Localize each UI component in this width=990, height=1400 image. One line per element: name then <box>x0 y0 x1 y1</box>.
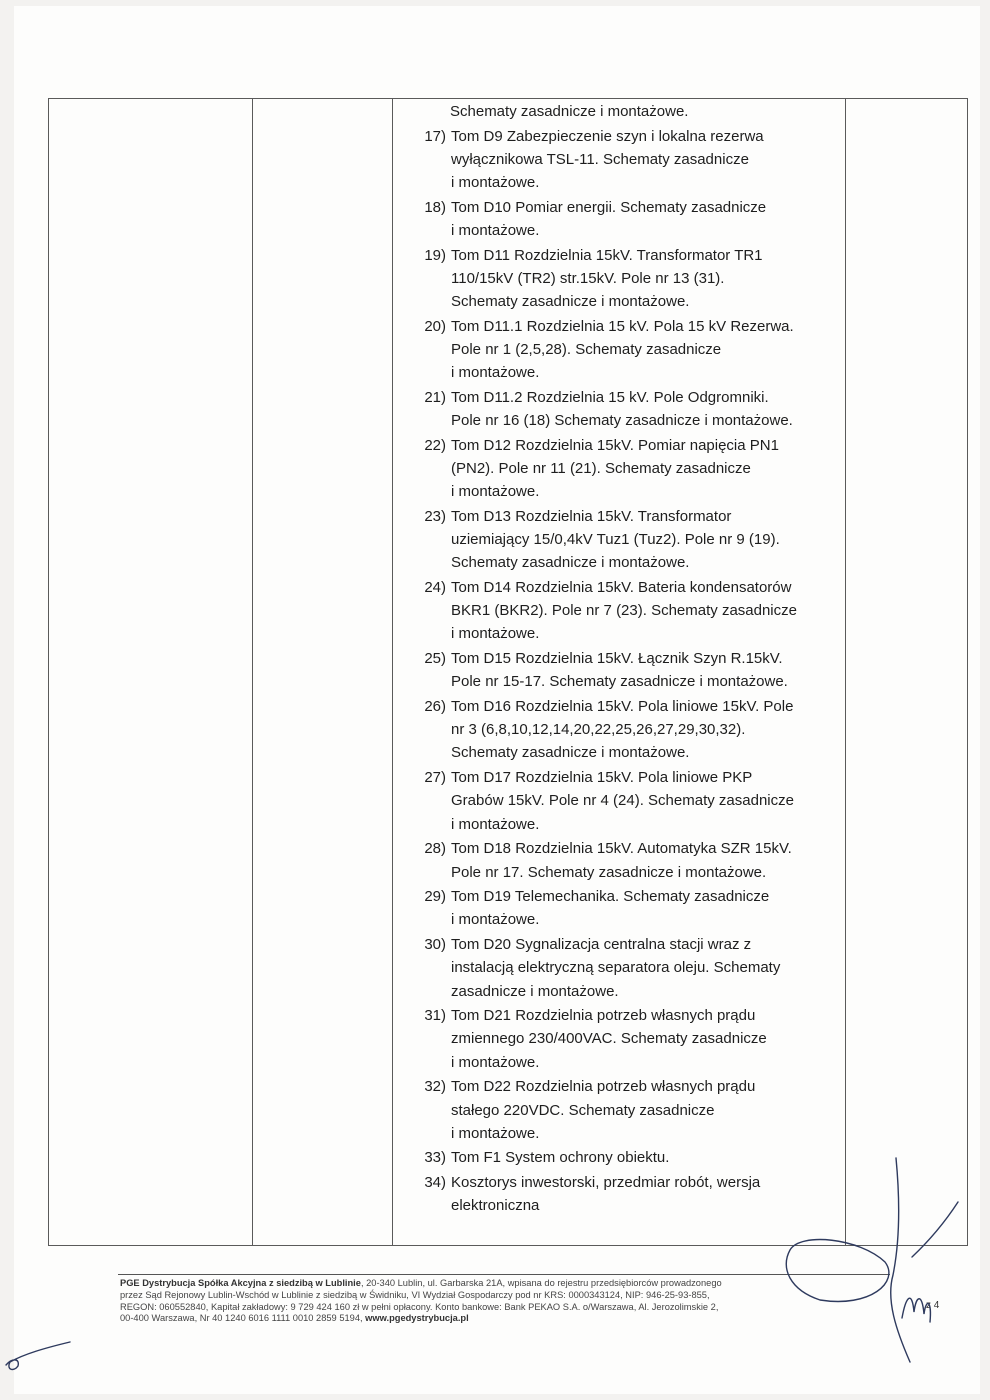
item-text-line: i montażowe. <box>451 174 540 192</box>
item-text-line: i montażowe. <box>451 483 540 501</box>
item-text-line: Tom D20 Sygnalizacja centralna stacji wraz z <box>451 936 752 954</box>
item-text-line: Tom D14 Rozdzielnia 15kV. Bateria kondensatorów <box>451 579 792 597</box>
item-text-line: instalacją elektryczną separatora oleju. Schematy <box>451 959 781 977</box>
item-number: 32) <box>424 1078 446 1096</box>
item-text-line: zmiennego 230/400VAC. Schematy zasadnicze <box>451 1030 767 1048</box>
item-text-line: Tom D22 Rozdzielnia potrzeb własnych prądu <box>451 1078 756 1096</box>
item-number: 28) <box>424 840 446 858</box>
footer-address: , 20-340 Lublin, ul. Garbarska 21A, wpisana do rejestru przedsiębiorców prowadzonego <box>360 1278 722 1288</box>
item-text-line: Pole nr 15-17. Schematy zasadnicze i montażowe. <box>451 673 788 691</box>
item-text-line: Pole nr 16 (18) Schematy zasadnicze i montażowe. <box>451 412 793 430</box>
item-number: 31) <box>424 1007 446 1025</box>
item-text-line: wyłącznikowa TSL-11. Schematy zasadnicze <box>451 150 749 168</box>
item-number: 33) <box>424 1149 446 1167</box>
item-text-line: Schematy zasadnicze i montażowe. <box>451 554 690 572</box>
item-text-line: i montażowe. <box>451 1053 540 1071</box>
item-text-line: Tom D15 Rozdzielnia 15kV. Łącznik Szyn R.15kV. <box>451 650 783 668</box>
item-text-line: i montażowe. <box>451 1124 540 1142</box>
item-number: 18) <box>424 198 446 216</box>
item-text-line: Tom D19 Telemechanika. Schematy zasadnicze <box>451 888 770 906</box>
item-number: 26) <box>424 698 446 716</box>
item-text-line: Tom F1 System ochrony obiektu. <box>451 1149 670 1167</box>
footer-line-2: przez Sąd Rejonowy Lublin-Wschód w Lublinie z siedzibą w Świdniku, VI Wydział Gospodarczy pod nr KRS: 0000343124, NIP: 946-25-93-855, <box>120 1289 710 1300</box>
footer-bank-account: 00-400 Warszawa, Nr 40 1240 6016 1111 0010 2859 5194, <box>120 1313 366 1324</box>
item-text-line: Tom D18 Rozdzielnia 15kV. Automatyka SZR 15kV. <box>451 840 792 858</box>
item-text-line: Schematy zasadnicze i montażowe. <box>451 293 690 311</box>
item-text-line: Tom D11.1 Rozdzielnia 15 kV. Pola 15 kV Rezerwa. <box>451 317 794 335</box>
footer-line-3: REGON: 060552840, Kapitał zakładowy: 9 729 424 160 zł w pełni opłacony. Konto bankowe: Bank PEKAO S.A. o/Warszawa, Al. Jerozolimskie 2, <box>120 1301 719 1312</box>
item-text-line: nr 3 (6,8,10,12,14,20,22,25,26,27,29,30,32). <box>451 721 746 739</box>
item-text-line: Grabów 15kV. Pole nr 4 (24). Schematy zasadnicze <box>451 792 794 810</box>
item-number: 29) <box>424 888 446 906</box>
item-text-line: Pole nr 17. Schematy zasadnicze i montażowe. <box>451 863 767 881</box>
item-text-line: i montażowe. <box>451 911 540 929</box>
item-text-line: i montażowe. <box>451 625 540 643</box>
item-number: 22) <box>424 436 446 454</box>
company-name: PGE Dystrybucja Spółka Akcyjna z siedzibą w Lublinie <box>120 1278 361 1288</box>
item-text-line: Tom D17 Rozdzielnia 15kV. Pola liniowe PKP <box>451 769 753 787</box>
item-text-line: BKR1 (BKR2). Pole nr 7 (23). Schematy zasadnicze <box>451 602 797 620</box>
item-number: 34) <box>424 1174 446 1192</box>
item-text-line: Tom D13 Rozdzielnia 15kV. Transformator <box>451 507 732 525</box>
item-number: 25) <box>424 650 446 668</box>
item-text-line: Tom D12 Rozdzielnia 15kV. Pomiar napięcia PN1 <box>451 436 779 454</box>
item-text-line: (PN2). Pole nr 11 (21). Schematy zasadnicze <box>451 460 751 478</box>
item-text-line: zasadnicze i montażowe. <box>451 982 619 1000</box>
item-number: 19) <box>424 246 446 264</box>
item-text-line: Tom D16 Rozdzielnia 15kV. Pola liniowe 15kV. Pole <box>451 698 794 716</box>
item-number: 23) <box>424 507 446 525</box>
item-number: 24) <box>424 579 446 597</box>
item-number: 27) <box>424 769 446 787</box>
item-text-line: i montażowe. <box>451 222 540 240</box>
item-text-line: Tom D21 Rozdzielnia potrzeb własnych prądu <box>451 1007 756 1025</box>
page-number: z 4 <box>926 1300 940 1311</box>
website-link[interactable]: www.pgedystrybucja.pl <box>365 1313 469 1324</box>
item-text-line: Pole nr 1 (2,5,28). Schematy zasadnicze <box>451 341 722 359</box>
item-text-line: i montażowe. <box>451 364 540 382</box>
item-text-line: elektroniczna <box>451 1197 540 1215</box>
item-number: 17) <box>424 127 446 145</box>
item-text-line: Tom D11.2 Rozdzielnia 15 kV. Pole Odgromniki. <box>451 388 769 406</box>
item-text-line: Tom D9 Zabezpieczenie szyn i lokalna rezerwa <box>451 127 764 145</box>
item-text-line: 110/15kV (TR2) str.15kV. Pole nr 13 (31). <box>451 269 725 287</box>
item-text-line: uziemiający 15/0,4kV Tuz1 (Tuz2). Pole nr 9 (19). <box>451 531 780 549</box>
item-number: 30) <box>424 936 446 954</box>
item-text-line: Kosztorys inwestorski, przedmiar robót, wersja <box>451 1174 761 1192</box>
item-text-line: stałego 220VDC. Schematy zasadnicze <box>451 1101 715 1119</box>
item-number: 20) <box>424 317 446 335</box>
item-text-line: Schematy zasadnicze i montażowe. <box>451 744 690 762</box>
continuation-line: Schematy zasadnicze i montażowe. <box>450 103 689 120</box>
item-text-line: Tom D10 Pomiar energii. Schematy zasadnicze <box>451 198 767 216</box>
item-number: 21) <box>424 388 446 406</box>
item-text-line: Tom D11 Rozdzielnia 15kV. Transformator TR1 <box>451 246 763 264</box>
item-text-line: i montażowe. <box>451 815 540 833</box>
